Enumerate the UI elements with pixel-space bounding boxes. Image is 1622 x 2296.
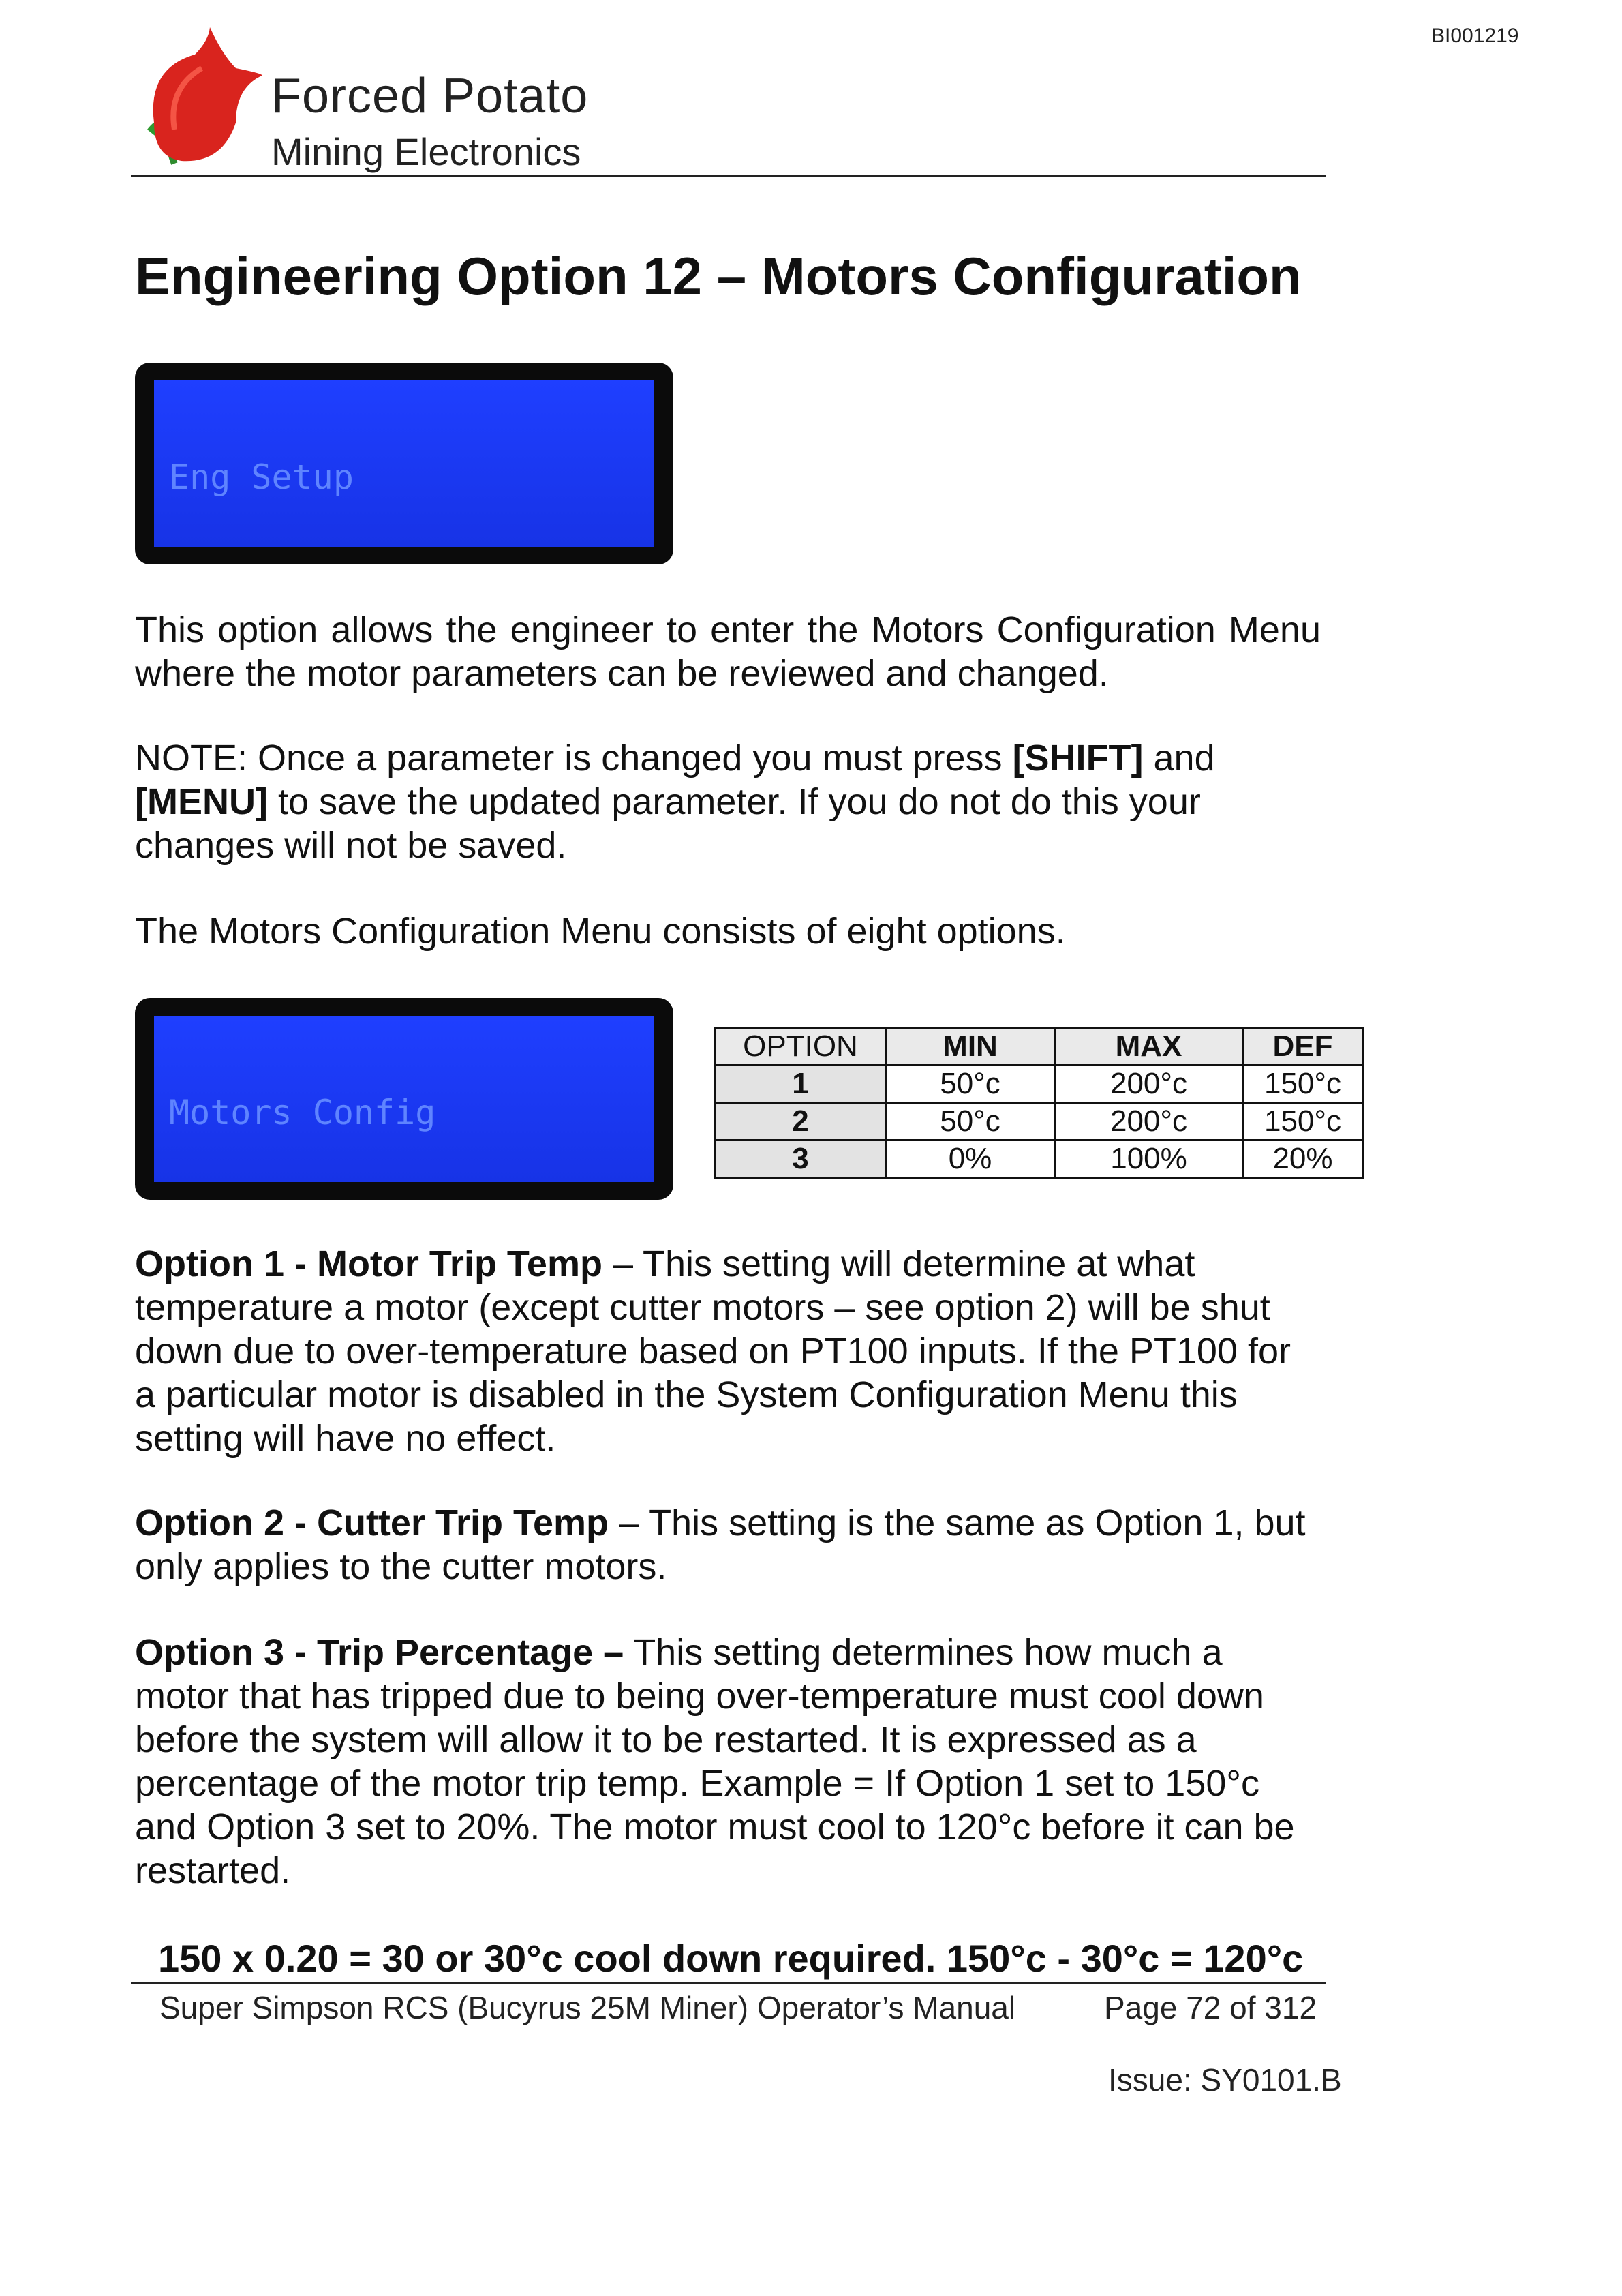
header-rule — [131, 175, 1326, 177]
option-2-paragraph — [135, 1501, 1321, 1588]
manual-title: Super Simpson RCS (Bucyrus 25M Miner) Operator’s Manual — [159, 1990, 1016, 2025]
table-cell: 2 — [716, 1103, 886, 1141]
lcd-display-motors-config — [135, 998, 673, 1200]
table-cell: 50°c — [886, 1066, 1055, 1103]
issue-number: Issue: SY0101.B — [1108, 2062, 1342, 2098]
footer-rule — [131, 1982, 1326, 1984]
option-3-paragraph — [135, 1631, 1321, 1892]
intro-paragraph: This option allows the engineer to enter the Motors Configuration Menu where the motor parameters can be reviewed and changed. — [135, 609, 1321, 694]
table-cell: 50°c — [886, 1103, 1055, 1141]
option-1-paragraph — [135, 1242, 1321, 1460]
table-cell: 200°c — [1055, 1103, 1243, 1141]
lcd-screen — [154, 1016, 654, 1182]
table-cell: 20% — [1243, 1141, 1363, 1178]
table-row — [716, 1066, 1363, 1103]
menu-paragraph: The Motors Configuration Menu consists of eight options. — [135, 911, 1066, 952]
column-header: DEF — [1243, 1028, 1363, 1066]
table-header-row — [716, 1028, 1363, 1066]
brand-tagline: Mining Electronics — [271, 130, 581, 173]
table-cell: 100% — [1055, 1141, 1243, 1178]
option-3-text: This setting determines how much a motor that has tripped due to being over-temperature must cool down before the system will allow it to be restarted. It is expressed as a percentage of the motor trip temp. Example = If Option 1 set to 150°c and Option 3 set to 20%. The motor must cool to 120°c before it can be restarted. — [135, 1632, 1295, 1891]
example-formula: 150 x 0.20 = 30 or 30°c cool down required. 150°c - 30°c = 120°c — [158, 1937, 1304, 1980]
brand-name: Forced Potato — [271, 69, 589, 123]
page-title: Engineering Option 12 – Motors Configuration — [135, 246, 1302, 306]
tulip-logo-icon — [134, 27, 270, 170]
column-header: OPTION — [716, 1028, 886, 1066]
document-id: BI001219 — [1431, 25, 1519, 47]
table-cell: 0% — [886, 1141, 1055, 1178]
note-paragraph — [135, 736, 1321, 867]
lcd-line: Motors Config — [169, 1093, 436, 1132]
table-cell: 3 — [716, 1141, 886, 1178]
note-key-shift: [SHIFT] — [1012, 738, 1144, 779]
table-row — [716, 1103, 1363, 1141]
options-table — [714, 1027, 1364, 1179]
column-header: MAX — [1055, 1028, 1243, 1066]
table-cell: 1 — [716, 1066, 886, 1103]
option-3-label: Option 3 - Trip Percentage – — [135, 1632, 624, 1673]
table-cell: 150°c — [1243, 1103, 1363, 1141]
option-1-label: Option 1 - Motor Trip Temp — [135, 1243, 602, 1284]
lcd-display-eng-setup — [135, 363, 673, 564]
option-2-label: Option 2 - Cutter Trip Temp — [135, 1502, 609, 1543]
page-number: Page 72 of 312 — [1104, 1990, 1317, 2025]
note-key-menu: [MENU] — [135, 781, 268, 822]
option-2-text: – This setting is the same as Option 1, but only applies to the cutter motors. — [135, 1502, 1306, 1587]
note-suffix: to save the updated parameter. If you do not do this your changes will not be saved. — [135, 781, 1201, 866]
note-prefix: NOTE: Once a parameter is changed you must press — [135, 738, 1013, 779]
option-1-text: – This setting will determine at what temperature a motor (except cutter motors – see option 2) will be shut down due to over-temperature based on PT100 inputs. If the PT100 for a particular motor is disabled in the System Configuration Menu this setting will have no effect. — [135, 1243, 1291, 1459]
lcd-line: Eng Setup — [169, 457, 354, 497]
lcd-screen — [154, 380, 654, 547]
column-header: MIN — [886, 1028, 1055, 1066]
note-mid: and — [1143, 738, 1215, 779]
table-cell: 150°c — [1243, 1066, 1363, 1103]
table-cell: 200°c — [1055, 1066, 1243, 1103]
table-row — [716, 1141, 1363, 1178]
